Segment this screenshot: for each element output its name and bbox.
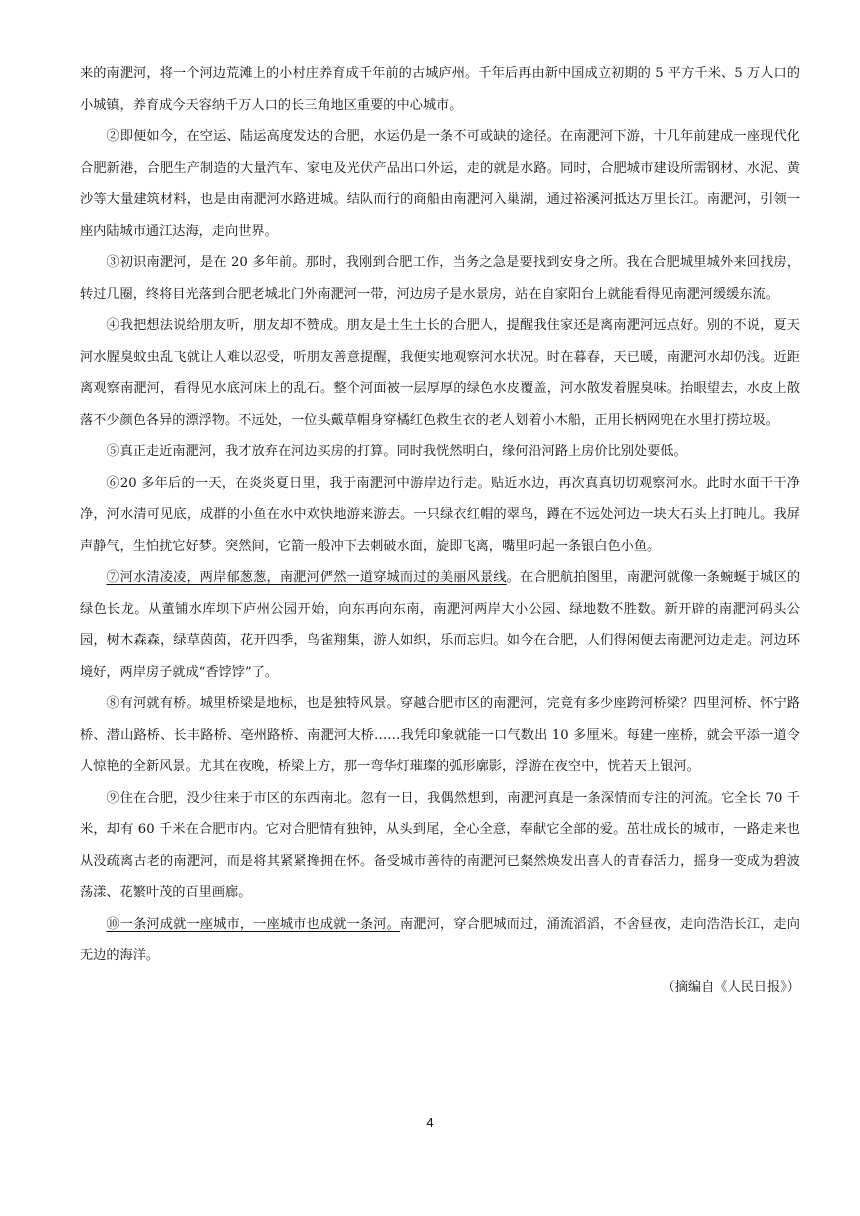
paragraph-8 (80, 688, 800, 783)
paragraph-text: ⑤真正走近南淝河，我才放弃在河边买房的打算。同时我恍然明白，缘何沿河路上房价比别处要低。 (106, 444, 687, 459)
paragraph-10 (80, 909, 800, 972)
source-citation: （摘编自《人民日报》） (661, 979, 800, 995)
paragraph-text: 。在合肥航拍图里，南淝河就像一条蜿蜒于城区的绿色长龙。从董铺水库坝下庐州公园开始，向东再向东南，南淝河两岸大小公园、绿地数不胜数。新开辟的南淝河码头公园，树木森森，绿草茵茵，花开四季，鸟雀翔集，游人如织，乐而忘归。如今在合肥，人们得闲便去南淝河边走走。河边环境好，两岸房子就成“香饽饽”了。 (80, 570, 801, 680)
paragraph-6 (80, 468, 800, 563)
paragraph-text: ⑨住在合肥，没少往来于市区的东西南北。忽有一日，我偶然想到，南淝河真是一条深情而专注的河流。它全长 70 千米，却有 60 千米在合肥市内。它对合肥情有独钟，从头到尾，全心全意，奉献它全部的爱。茁壮成长的城市，一路走来也从没疏离古老的南淝河，而是将其紧紧搀拥在怀。备受城市善待的南淝河已粲然焕发出喜人的青春活力，摇身一变成为碧波荡漾、花繁叶茂的百里画廊。 (80, 790, 800, 900)
paragraph-4 (80, 310, 800, 436)
paragraph-5 (80, 436, 800, 468)
paragraph-9 (80, 783, 800, 909)
underlined-sentence: ⑩一条河成就一座城市，一座城市也成就一条河。 (106, 916, 400, 932)
paragraph-text: ③初识南淝河，是在 20 多年前。那时，我刚到合肥工作，当务之急是要找到安身之所。我在合肥城里城外来回找房，转过几圈，终将目光落到合肥老城北门外南淝河一带，河边房子是水景房，站在自家阳台上就能看得见南淝河缓缓东流。 (80, 255, 800, 302)
paragraph-text: 来的南淝河，将一个河边荒滩上的小村庄养育成千年前的古城庐州。千年后再由新中国成立初期的 5 平方千米、5 万人口的小城镇，养育成今天容纳千万人口的长三角地区重要的中心城市。 (80, 66, 800, 113)
paragraph-3 (80, 247, 800, 310)
paragraph-7 (80, 562, 800, 688)
paragraph-text: 南淝河，穿合肥城而过，涌流滔滔，不舍昼夜，走向浩浩长江，走向无边的海洋。 (80, 916, 800, 963)
article-body (80, 58, 800, 1003)
paragraph-2 (80, 121, 800, 247)
paragraph-text: ⑥20 多年后的一天，在炎炎夏日里，我于南淝河中游岸边行走。贴近水边，再次真真切切观察河水。此时水面干干净净，河水清可见底，成群的小鱼在水中欢快地游来游去。一只绿衣红帽的翠鸟，蹲在不远处河边一块大石头上打盹儿。我屏声静气，生怕扰它好梦。突然间，它箭一般冲下去刺破水面，旋即飞离，嘴里叼起一条银白色小鱼。 (80, 475, 800, 554)
page-number: 4 (426, 1115, 434, 1130)
underlined-sentence: ⑦河水清凌凌，两岸郁葱葱，南淝河俨然一道穿城而过的美丽风景线 (106, 570, 507, 585)
paragraph-text: ②即便如今，在空运、陆运高度发达的合肥，水运仍是一条不可或缺的途径。在南淝河下游，十几年前建成一座现代化合肥新港，合肥生产制造的大量汽车、家电及光伏产品出口外运，走的就是水路。同时，合肥城市建设所需钢材、水泥、黄沙等大量建筑材料，也是由南淝河水路进城。结队而行的商船由南淝河入巢湖，通过裕溪河抵达万里长江。南淝河，引领一座内陆城市通江达海，走向世界。 (80, 129, 800, 239)
paragraph-continued (80, 58, 800, 121)
paragraph-text: ⑧有河就有桥。城里桥梁是地标，也是独特风景。穿越合肥市区的南淝河，完竟有多少座跨河桥梁？四里河桥、怀宁路桥、潜山路桥、长丰路桥、亳州路桥、南淝河大桥……我凭印象就能一口气数出 10 多厘米。每建一座桥，就会平添一道令人惊艳的全新风景。尤其在夜晚，桥梁上方，那一弯华灯璀璨的弧形廓影，浮游在夜空中，恍若天上银河。 (80, 696, 800, 774)
paragraph-text: ④我把想法说给朋友听，朋友却不赞成。朋友是土生土长的合肥人，提醒我住家还是离南淝河远点好。别的不说，夏天河水腥臭蚊虫乱飞就让人难以忍受，听朋友善意提醒，我便实地观察河水状况。时在暮春，天已暖，南淝河水却仍浅。近距离观察南淝河，看得见水底河床上的乱石。整个河面被一层厚厚的绿色水皮覆盖，河水散发着腥臭味。抬眼望去，水皮上散落不少颜色各异的漂浮物。不远处，一位头戴草帽身穿橘红色救生衣的老人划着小木船，正用长柄网兜在水里打捞垃圾。 (80, 318, 800, 428)
